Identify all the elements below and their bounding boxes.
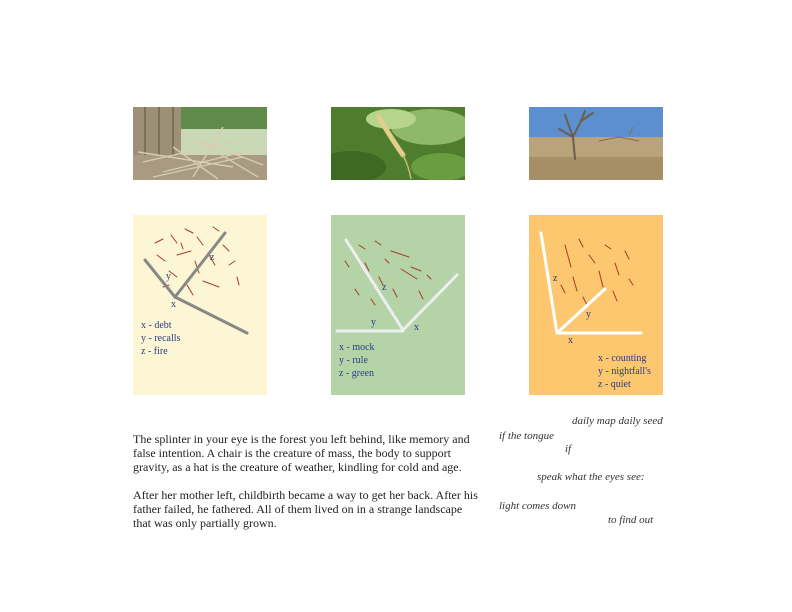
- prose-paragraph-2: After her mother left, childbirth became a way to get her back. After his father failed, he fathered. All of them lived on in a strange landscape that was only partially grown.: [133, 488, 478, 530]
- x-axis-label: x: [568, 335, 573, 346]
- legend-x: x - mock: [339, 342, 375, 353]
- x-axis-label: x: [414, 322, 419, 333]
- z-axis-label: z: [210, 252, 215, 263]
- poem-line-4: speak what the eyes see:: [537, 471, 645, 483]
- y-axis-label: y: [166, 271, 171, 282]
- dead-tree-field-photo: [529, 107, 663, 180]
- z-axis-label: z: [553, 273, 558, 284]
- axis-legend: [141, 319, 180, 358]
- axis-legend: [598, 352, 651, 391]
- poem-line-1: daily map daily seed: [572, 415, 663, 427]
- axis-legend: [339, 341, 375, 380]
- legend-y: y - nightfall's: [598, 366, 651, 377]
- diagram-panel-counting: [529, 215, 663, 395]
- diagram-panel-mock: [331, 215, 465, 395]
- poem-line-6: to find out: [608, 514, 654, 526]
- prose-paragraph-1: The splinter in your eye is the forest you left behind, like memory and false intention. A chair is the creature of mass, the body to support gravity, as a hat is the creature of weather, kindling for cold and age.: [133, 432, 470, 474]
- legend-z: z - fire: [141, 346, 168, 357]
- z-axis-label: z: [382, 282, 387, 293]
- poem-line-2: if the tongue: [499, 430, 554, 442]
- legend-z: z - quiet: [598, 379, 631, 390]
- grass-seedhead-photo: [331, 107, 465, 180]
- poem-line-5: light comes down: [499, 500, 576, 512]
- diagram-panel-debt: [133, 215, 267, 395]
- x-axis-label: x: [171, 299, 176, 310]
- branch-pile-photo: [133, 107, 267, 180]
- y-axis-label: y: [586, 309, 591, 320]
- legend-x: x - debt: [141, 320, 172, 331]
- legend-x: x - counting: [598, 353, 647, 364]
- poem-line-3: if: [565, 443, 572, 455]
- legend-z: z - green: [339, 368, 374, 379]
- legend-y: y - recalls: [141, 333, 181, 344]
- y-axis-label: y: [371, 317, 376, 328]
- legend-y: y - rule: [339, 355, 368, 366]
